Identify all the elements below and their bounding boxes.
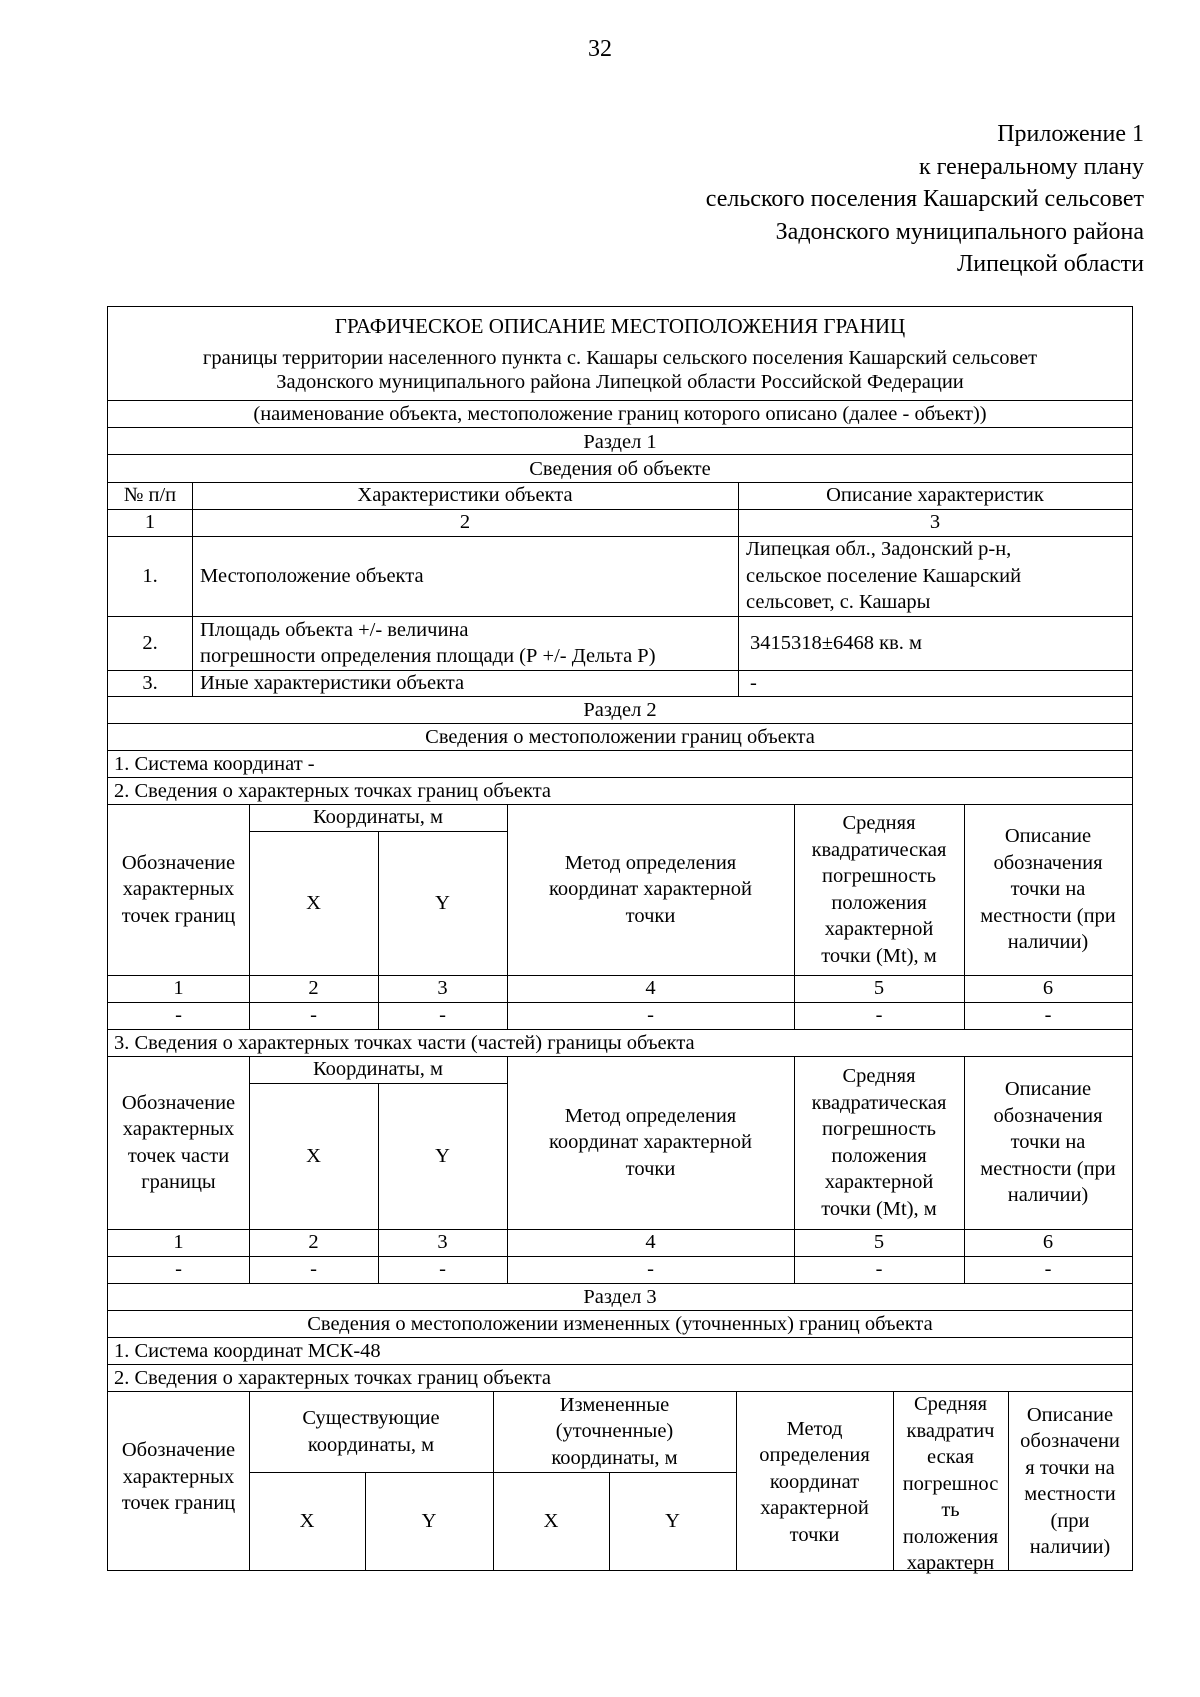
method-header — [507, 804, 794, 975]
header-line: точки (Mt), м — [821, 944, 937, 967]
row-number: 1. — [142, 564, 158, 587]
y-header: Y — [421, 1509, 437, 1532]
header-line: Существующие — [302, 1407, 440, 1429]
header-line: ть — [941, 1499, 960, 1521]
header-line: квадратич — [906, 1419, 995, 1442]
row-number: 2. — [142, 631, 158, 654]
header-line: я точки на — [1025, 1456, 1115, 1479]
appendix-line: к генеральному плану — [918, 153, 1144, 180]
header-line: Средняя — [842, 812, 916, 834]
row-characteristic — [192, 616, 738, 670]
empty-cell: - — [439, 1004, 446, 1027]
empty-cell: - — [875, 1258, 883, 1281]
col-number: 5 — [873, 1231, 885, 1254]
header-line: границы — [141, 1171, 216, 1193]
header-line: погрешность — [822, 865, 936, 887]
method-header — [736, 1407, 893, 1557]
y-header: Y — [435, 1144, 450, 1167]
points-label-header — [108, 804, 249, 975]
form-subtitle-note: (наименование объекта, местоположение границ которого описано (далее - объект)) — [253, 403, 987, 425]
header-line: наличии) — [1029, 1536, 1111, 1558]
x-header: X — [306, 1144, 321, 1167]
part-points-label-header — [108, 1056, 249, 1229]
header-line: (уточненные) — [555, 1420, 674, 1443]
existing-coords-header — [249, 1391, 493, 1472]
row-characteristic-line: погрешности определения площади (Р +/- Дельта Р) — [200, 645, 656, 667]
desc-header — [1008, 1401, 1132, 1561]
section-3-title: Раздел 3 — [583, 1286, 657, 1308]
x-header: X — [306, 891, 321, 914]
desc-header — [964, 1056, 1132, 1229]
header-line: местности (при — [980, 1157, 1116, 1180]
header-line: характерной — [824, 1171, 934, 1193]
desc-header — [964, 804, 1132, 975]
header-line: характерных — [122, 878, 235, 901]
empty-cell: - — [310, 1258, 317, 1281]
header-line: характерн — [906, 1552, 995, 1574]
appendix-line: Задонского муниципального района — [775, 218, 1144, 245]
empty-cell: - — [1044, 1258, 1052, 1281]
empty-cell: - — [175, 1004, 182, 1027]
section-2-subtitle: Сведения о местоположении границ объекта — [425, 726, 815, 748]
boundary-description-form — [107, 306, 1133, 1574]
header-line: Описание — [1026, 1403, 1114, 1426]
header-line: наличии) — [1007, 1184, 1089, 1207]
empty-cell: - — [1044, 1004, 1052, 1027]
header-line: местности — [1024, 1483, 1116, 1505]
header-line: Измененные — [559, 1393, 670, 1416]
header-line: квадратическая — [811, 838, 947, 861]
section-2-title: Раздел 2 — [583, 699, 657, 721]
method-header — [507, 1056, 794, 1229]
coordinate-system: 1. Система координат - — [114, 753, 315, 775]
col-number: 5 — [873, 977, 885, 1000]
appendix-line: Липецкой области — [957, 251, 1144, 277]
header-line: положения — [902, 1525, 999, 1548]
header-line: обозначени — [1020, 1430, 1120, 1452]
col-number: 2 — [308, 1231, 319, 1254]
header-line: наличии) — [1007, 931, 1089, 954]
col-number: 1 — [173, 1231, 184, 1254]
empty-cell: - — [875, 1004, 883, 1027]
header-line: точки — [625, 1157, 676, 1180]
row-value-line: сельское поселение Кашарский — [746, 564, 1022, 587]
col-header-characteristic: Характеристики объекта — [357, 484, 573, 507]
appendix-line: Приложение 1 — [997, 121, 1144, 147]
y-header: Y — [435, 891, 450, 914]
header-line: характерных — [122, 1465, 235, 1488]
page-number: 32 — [588, 36, 612, 62]
header-line: Обозначение — [121, 1091, 236, 1114]
header-line: точки (Mt), м — [821, 1197, 937, 1220]
header-line: точки на — [1010, 878, 1086, 901]
header-line: еская — [927, 1446, 974, 1468]
header-line: Обозначение — [121, 851, 236, 874]
col-number: 2 — [308, 977, 319, 1000]
empty-cell: - — [175, 1258, 182, 1281]
header-line: Описание — [1004, 825, 1092, 848]
col-number: 3 — [437, 977, 448, 1000]
row-value — [738, 536, 1132, 616]
header-line: точки на — [1010, 1131, 1086, 1154]
header-line: точек границ — [121, 1492, 236, 1515]
parts-title: 3. Сведения о характерных точках части (частей) границы объекта — [114, 1032, 695, 1054]
header-line: квадратическая — [811, 1091, 947, 1114]
error-header — [893, 1391, 1008, 1574]
header-line: погрешность — [822, 1118, 936, 1140]
points-label-header — [108, 1417, 249, 1537]
points-title: 2. Сведения о характерных точках границ объекта — [114, 1367, 552, 1389]
col-number: 3 — [929, 511, 941, 534]
col-number: 6 — [1042, 1231, 1054, 1254]
header-line: определения — [759, 1444, 870, 1467]
row-value-line: Липецкая обл., Задонский р-н, — [746, 538, 1012, 561]
header-line: точки — [789, 1523, 840, 1546]
col-number: 2 — [459, 511, 471, 534]
header-line: положения — [831, 891, 927, 914]
header-line: Обозначение — [121, 1439, 236, 1462]
points-title: 2. Сведения о характерных точках границ объекта — [114, 780, 552, 802]
changed-coords-header — [493, 1391, 736, 1472]
header-line: характерной — [760, 1497, 869, 1520]
col-number: 4 — [645, 1231, 656, 1254]
header-line: Метод определения — [564, 851, 737, 874]
row-characteristic-line: Площадь объекта +/- величина — [200, 618, 469, 641]
x-header: X — [299, 1509, 315, 1532]
header-line: точек части — [127, 1144, 230, 1167]
header-line: (при — [1050, 1509, 1090, 1532]
header-line: координат характерной — [548, 878, 753, 901]
section-1-title: Раздел 1 — [583, 431, 657, 453]
header-line: координаты, м — [307, 1433, 435, 1456]
header-line: положения — [831, 1144, 927, 1167]
col-number: 3 — [437, 1231, 448, 1254]
coords-header: Координаты, м — [312, 1058, 444, 1081]
header-line: координат характерной — [548, 1131, 753, 1154]
header-line: Метод определения — [564, 1104, 737, 1127]
header-line: координаты, м — [551, 1446, 678, 1469]
header-line: точки — [625, 904, 676, 927]
section-1-subtitle: Сведения об объекте — [529, 458, 711, 480]
empty-cell: - — [647, 1258, 654, 1281]
coordinate-system: 1. Система координат МСК-48 — [114, 1340, 381, 1362]
error-header — [794, 804, 964, 975]
y-header: Y — [665, 1509, 680, 1532]
header-line: характерных — [122, 1118, 235, 1140]
header-line: Средняя — [913, 1393, 987, 1415]
appendix-header — [706, 118, 1144, 281]
section-3-subtitle: Сведения о местоположении измененных (уточненных) границ объекта — [307, 1313, 933, 1335]
header-line: местности (при — [980, 904, 1116, 927]
header-line: погрешнос — [902, 1472, 999, 1495]
col-number: 6 — [1042, 977, 1054, 1000]
header-line: Метод — [786, 1417, 843, 1440]
header-line: Описание — [1004, 1078, 1092, 1101]
row-value-line: сельсовет, с. Кашары — [746, 591, 931, 614]
coords-header: Координаты, м — [312, 806, 444, 829]
col-header-number: № п/п — [123, 484, 177, 507]
empty-cell: - — [310, 1004, 317, 1027]
row-value: 3415318±6468 кв. м — [750, 631, 922, 654]
header-line: характерной — [824, 918, 934, 940]
col-number: 4 — [645, 977, 656, 1000]
col-number: 1 — [173, 977, 184, 1000]
header-line: координат — [769, 1470, 860, 1493]
error-header — [794, 1056, 964, 1229]
row-value: - — [750, 671, 757, 694]
x-header: X — [543, 1509, 559, 1532]
header-line: обозначения — [993, 1104, 1103, 1127]
col-number: 1 — [144, 511, 156, 534]
row-characteristic: Иные характеристики объекта — [200, 671, 465, 694]
header-line: Средняя — [842, 1065, 916, 1087]
empty-cell: - — [647, 1004, 654, 1027]
col-header-description: Описание характеристик — [826, 484, 1044, 507]
row-characteristic: Местоположение объекта — [200, 564, 424, 587]
row-number: 3. — [142, 671, 158, 694]
header-line: точек границ — [121, 904, 236, 927]
header-line: обозначения — [993, 851, 1103, 874]
form-title: ГРАФИЧЕСКОЕ ОПИСАНИЕ МЕСТОПОЛОЖЕНИЯ ГРАНИЦ — [334, 314, 906, 338]
empty-cell: - — [439, 1258, 446, 1281]
form-subtitle: границы территории населенного пункта с. Кашары сельского поселения Кашарский сельсовет — [202, 347, 1038, 369]
appendix-line: сельского поселения Кашарский сельсовет — [705, 186, 1144, 212]
form-subtitle: Задонского муниципального района Липецкой области Российской Федерации — [276, 371, 964, 393]
